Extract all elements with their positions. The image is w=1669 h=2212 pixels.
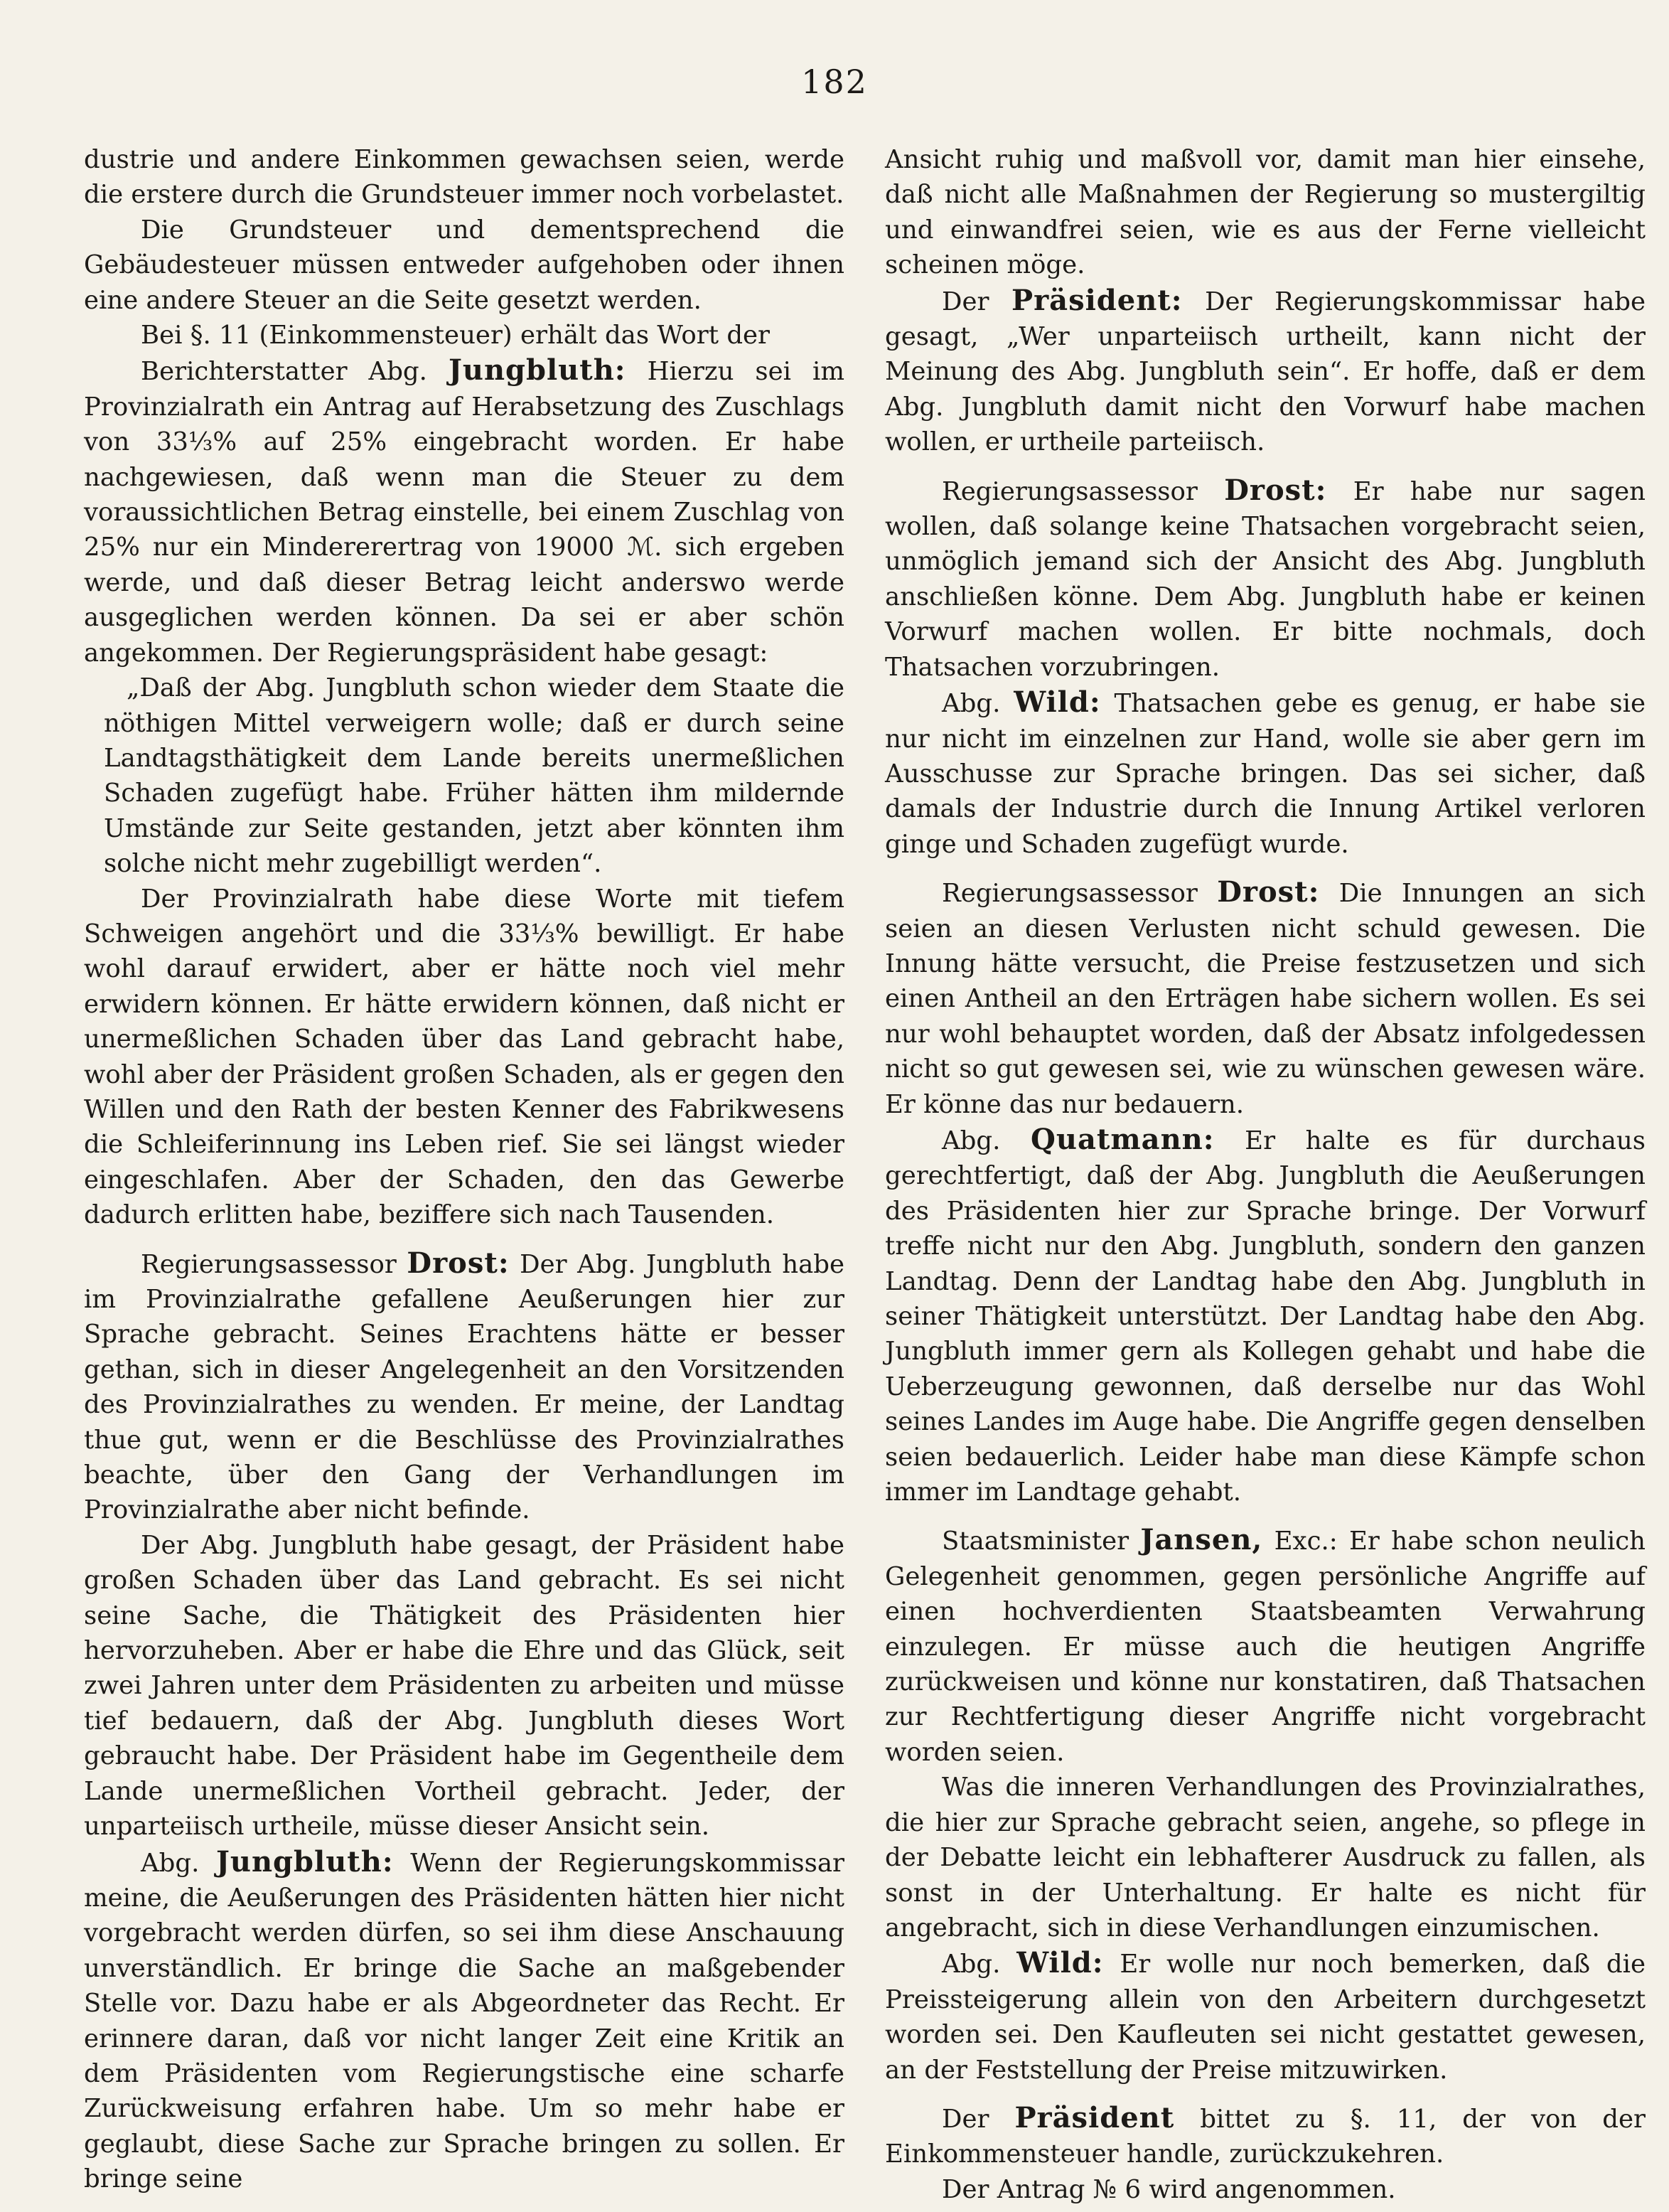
speaker-prefix: Regierungsassessor bbox=[942, 476, 1198, 506]
speaker-name: Jungbluth: bbox=[215, 1844, 394, 1879]
speaker-prefix: Abg. bbox=[942, 689, 1001, 719]
speaker-prefix: Berichterstatter Abg. bbox=[141, 357, 427, 387]
speaker-name: Wild: bbox=[1016, 1946, 1104, 1980]
paragraph-text: Der Provinzialrath habe diese Worte mit tiefem Schweigen angehört und die 33⅓% bewilligt. Er habe wohl darauf erwidert, aber er hätte noch viel mehr erwidern können. Er hätte erwidern können, daß nicht er unermeßlichen Schaden über das Land gebracht habe, wohl aber der Präsident großen Schaden, als er gegen den Willen und den Rath der besten Kenner des Fabrikwesens die Schleiferinnung ins Leben rief. Sie sei längst wieder eingeschlafen. Aber der Schaden, den das Gewerbe dadurch erlitten habe, beziffere sich nach Tausenden. bbox=[84, 884, 844, 1230]
paragraph bbox=[885, 2172, 1646, 2207]
paragraph bbox=[84, 1844, 844, 2197]
speaker-name: Jansen, bbox=[1140, 1523, 1263, 1557]
speaker-name: Quatmann: bbox=[1031, 1122, 1215, 1156]
paragraph bbox=[84, 1528, 844, 1844]
speaker-prefix: Regierungsassessor bbox=[942, 879, 1198, 909]
paragraph bbox=[84, 1246, 844, 1528]
paragraph bbox=[885, 875, 1646, 1122]
paragraph-text: dustrie und andere Einkommen gewachsen seien, werde die erstere durch die Grundsteuer immer noch vorbelastet. bbox=[84, 145, 844, 210]
speaker-prefix: Der bbox=[942, 2104, 989, 2134]
quotation bbox=[84, 670, 844, 881]
paragraph-text: Thatsachen gebe es genug, er habe sie nur nicht im einzelnen zur Hand, wolle sie aber gern im Ausschusse zur Sprache bringen. Das sei sicher, daß damals der Industrie durch die Innung Artikel verloren ginge und Schaden zugefügt wurde. bbox=[885, 689, 1646, 859]
left-column bbox=[84, 142, 844, 2197]
paragraph bbox=[84, 318, 844, 353]
paragraph-text: Exc.: Er habe schon neulich Gelegenheit genommen, gegen persönliche Angriffe auf einen hochverdienten Staatsbeamten Verwahrung einzulegen. Er müsse auch die heutigen Angriffe zurückweisen und könne nur konstatiren, daß Thatsachen zur Rechtfertigung dieser Angriffe nicht vorgebracht worden seien. bbox=[885, 1527, 1646, 1767]
speaker-prefix: Der bbox=[942, 287, 989, 316]
paragraph-text: Er wolle nur noch bemerken, daß die Preissteigerung allein von den Arbeitern durchgesetzt worden sei. Den Kaufleuten sei nicht gestattet gewesen, an der Feststellung der Preise mitzuwirken. bbox=[885, 1950, 1646, 2085]
paragraph-text: Der Abg. Jungbluth habe gesagt, der Präsident habe großen Schaden über das Land gebracht. Es sei nicht seine Sache, die Thätigkeit des Präsidenten hier hervorzuheben. Aber er habe die Ehre und das Glück, seit zwei Jahren unter dem Präsidenten zu arbeiten und müsse tief bedauern, daß der Abg. Jungbluth dieses Wort gebraucht habe. Der Präsident habe im Gegentheile dem Lande unermeßlichen Vortheil gebracht. Jeder, der unparteiisch urtheile, müsse dieser Ansicht sein. bbox=[84, 1530, 844, 1842]
speaker-name: Drost: bbox=[407, 1246, 510, 1280]
paragraph-text: Bei §. 11 (Einkommensteuer) erhält das Wort der bbox=[141, 321, 771, 351]
paragraph bbox=[84, 213, 844, 318]
paragraph bbox=[885, 283, 1646, 460]
paragraph bbox=[885, 142, 1646, 283]
quotation-text: „Daß der Abg. Jungbluth schon wieder dem Staate die nöthigen Mittel verweigern wolle; daß er durch seine Landtagsthätigkeit dem Lande bereits unermeßlichen Schaden zugefügt habe. Früher hätten ihm mildernde Umstände zur Seite gestanden, jetzt aber könnten ihm solche nicht mehr zugebilligt werden“. bbox=[104, 673, 844, 879]
paragraph-text: Die Grundsteuer und dementsprechend die Gebäudesteuer müssen entweder aufgehoben oder ihnen eine andere Steuer an die Seite gesetzt werden. bbox=[84, 215, 844, 315]
paragraph bbox=[84, 882, 844, 1233]
paragraph bbox=[885, 2100, 1646, 2172]
speaker-prefix: Abg. bbox=[141, 1848, 200, 1878]
paragraph-text: Der Antrag № 6 wird angenommen. bbox=[942, 2174, 1396, 2204]
paragraph bbox=[885, 1770, 1646, 1945]
paragraph-text: Der Abg. Jungbluth habe im Provinzialrathe gefallene Aeußerungen hier zur Sprache gebracht. Seines Erachtens hätte er besser gethan, sich in dieser Angelegenheit an den Vorsitzenden des Provinzialrathes zu wenden. Er meine, der Landtag thue gut, wenn er die Beschlüsse des Provinzialrathes beachte, über den Gang der Verhandlungen im Provinzialrathe aber nicht befinde. bbox=[84, 1249, 845, 1525]
paragraph-text: bittet zu §. 11, der von der Einkommensteuer handle, zurückzukehren. bbox=[885, 2104, 1646, 2169]
paragraph-text: Er habe nur sagen wollen, daß solange keine Thatsachen vorgebracht seien, unmöglich jemand sich der Ansicht des Abg. Jungbluth anschließen könne. Dem Abg. Jungbluth habe er keinen Vorwurf machen wollen. Er bitte nochmals, doch Thatsachen vorzubringen. bbox=[885, 476, 1646, 682]
speaker-name: Präsident: bbox=[1011, 283, 1183, 317]
right-column bbox=[885, 142, 1646, 2207]
paragraph bbox=[84, 353, 844, 670]
paragraph-text: Die Innungen an sich seien an diesen Verlusten nicht schuld gewesen. Die Innung hätte versucht, die Preise festzusetzen und sich einen Antheil an den Erträgen habe sichern wollen. Es sei nur wohl behauptet worden, daß der Absatz infolgedessen nicht so gut gewesen sei, wie zu wünschen gewesen wäre. Er könne das nur bedauern. bbox=[885, 879, 1646, 1119]
paragraph bbox=[885, 1522, 1646, 1770]
speaker-prefix: Abg. bbox=[942, 1126, 1001, 1155]
speaker-name: Drost: bbox=[1224, 473, 1327, 507]
speaker-name: Drost: bbox=[1217, 875, 1320, 909]
paragraph bbox=[885, 1122, 1646, 1510]
speaker-prefix: Regierungsassessor bbox=[141, 1249, 397, 1279]
speaker-prefix: Abg. bbox=[942, 1950, 1001, 1979]
speaker-prefix: Staatsminister bbox=[942, 1527, 1129, 1556]
paragraph bbox=[885, 473, 1646, 685]
paragraph-text: Wenn der Regierungskommissar meine, die Aeußerungen des Präsidenten hätten hier nicht vorgebracht werden dürfen, so sei ihm diese Anschauung unverständlich. Er bringe die Sache an maßgebender Stelle vor. Dazu habe er als Abgeordneter das Recht. Er erinnere daran, daß vor nicht langer Zeit eine Kritik an dem Präsidenten vom Regierungstische eine scharfe Zurückweisung erfahren habe. Um so mehr habe er geglaubt, diese Sache zur Sprache bringen zu sollen. Er bringe seine bbox=[84, 1848, 844, 2194]
paragraph bbox=[885, 1945, 1646, 2088]
paragraph-text: Der Regierungskommissar habe gesagt, „Wer unparteiisch urtheilt, kann nicht der Meinung des Abg. Jungbluth sein“. Er hoffe, daß er dem Abg. Jungbluth damit nicht den Vorwurf habe machen wollen, er urtheile parteiisch. bbox=[885, 287, 1646, 457]
paragraph bbox=[84, 142, 844, 213]
paragraph-text: Er halte es für durchaus gerechtfertigt, daß der Abg. Jungbluth die Aeußerungen des Präsidenten hier zur Sprache bringe. Der Vorwurf treffe nicht nur den Abg. Jungbluth, sondern den ganzen Landtag. Denn der Landtag habe den Abg. Jungbluth in seiner Thätigkeit unterstützt. Der Landtag habe den Abg. Jungbluth immer gern als Kollegen gehabt und habe die Ueberzeugung gewonnen, daß derselbe nur das Wohl seines Landes im Auge habe. Die Angriffe gegen denselben seien bedauerlich. Leider habe man diese Kämpfe schon immer im Landtage gehabt. bbox=[885, 1126, 1646, 1507]
paragraph-text: Hierzu sei im Provinzialrath ein Antrag auf Herabsetzung des Zuschlags von 33⅓% auf 25% eingebracht worden. Er habe nachgewiesen, daß wenn man die Steuer zu dem voraussichtlichen Betrag einstelle, bei einem Zuschlag von 25% nur ein Mindererertrag von 19000 ℳ. sich ergeben werde, und daß dieser Betrag leicht anderswo werde ausgeglichen werden können. Da sei er aber schön angekommen. Der Regierungspräsident habe gesagt: bbox=[84, 357, 845, 668]
paragraph bbox=[885, 685, 1646, 862]
page-number: 182 bbox=[801, 63, 868, 101]
paragraph-text: Ansicht ruhig und maßvoll vor, damit man hier einsehe, daß nicht alle Maßnahmen der Regierung so mustergiltig und einwandfrei seien, wie es aus der Ferne vielleicht scheinen möge. bbox=[885, 145, 1646, 280]
speaker-name: Jungbluth: bbox=[448, 353, 626, 388]
paragraph-text: Was die inneren Verhandlungen des Provinzialrathes, die hier zur Sprache gebracht seien, angehe, so pflege in der Debatte leicht ein lebhafterer Ausdruck zu fallen, als sonst in der Unterhaltung. Er halte es nicht für angebracht, sich in diese Verhandlungen einzumischen. bbox=[885, 1773, 1646, 1943]
speaker-name: Wild: bbox=[1014, 685, 1101, 720]
speaker-name: Präsident bbox=[1014, 2100, 1175, 2134]
